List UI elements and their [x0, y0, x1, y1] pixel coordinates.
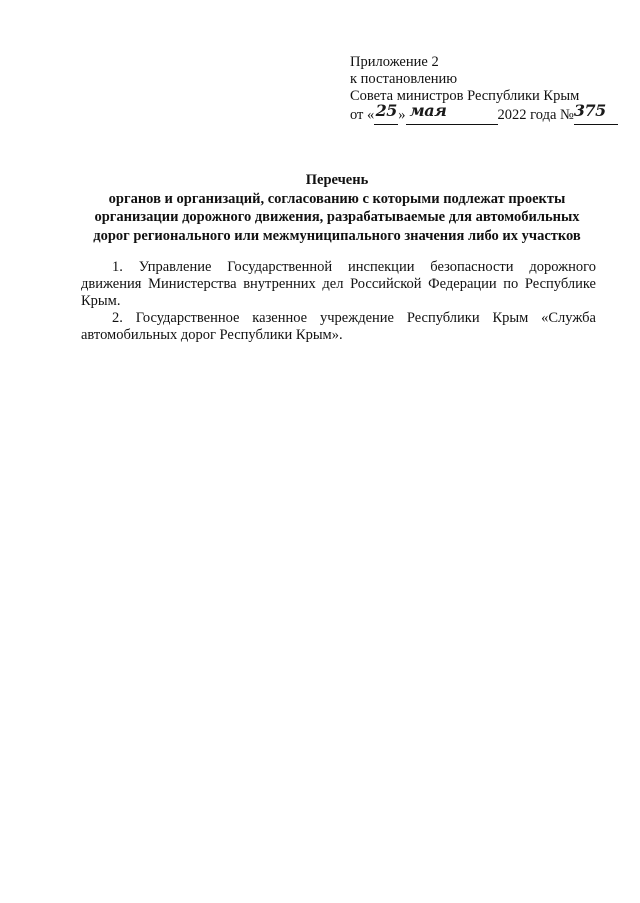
- title-line-3: дорог регионального или межмуниципального значения либо их участков: [93, 227, 581, 244]
- handwritten-month: мая: [409, 101, 447, 120]
- list-item: [81, 310, 596, 344]
- title-line-2: организации дорожного движения, разрабатываемые для автомобильных: [94, 209, 580, 226]
- decree-number-field: [573, 101, 618, 125]
- document-title-block: [72, 171, 602, 245]
- appendix-reference: к постановлению: [350, 71, 458, 87]
- appendix-date-line: [350, 101, 610, 125]
- list-item-number: 2.: [112, 310, 123, 326]
- appendix-issuer: Совета министров Республики Крым: [350, 88, 580, 104]
- handwritten-number: 375: [573, 101, 606, 120]
- list-item-line: Крым.: [81, 293, 121, 309]
- date-year: 2022 года №: [497, 107, 574, 123]
- title-line-1: органов и организаций, согласованию с которыми подлежат проекты: [108, 190, 566, 207]
- date-month-field: [406, 101, 498, 125]
- list-item-text: Управление Государственной инспекции безопасности дорожного: [138, 259, 596, 275]
- list-item-line: движения Министерства внутренних дел Российской Федерации по Республике: [81, 276, 596, 292]
- date-prefix: от «: [350, 107, 375, 123]
- list-item-line: [81, 310, 596, 327]
- appendix-title: Приложение 2: [350, 54, 439, 70]
- date-quote: »: [398, 107, 406, 123]
- handwritten-day: 25: [375, 101, 397, 120]
- document-heading: Перечень: [305, 172, 369, 188]
- list-item-line: автомобильных дорог Республики Крым».: [81, 327, 343, 343]
- appendix-header: [350, 54, 610, 125]
- list-item-number: 1.: [112, 259, 123, 275]
- list-item: [81, 259, 596, 310]
- organizations-list: [81, 259, 596, 344]
- date-day-field: [374, 101, 398, 125]
- list-item-line: [81, 259, 596, 276]
- list-item-text: Государственное казенное учреждение Республики Крым «Служба: [135, 310, 596, 326]
